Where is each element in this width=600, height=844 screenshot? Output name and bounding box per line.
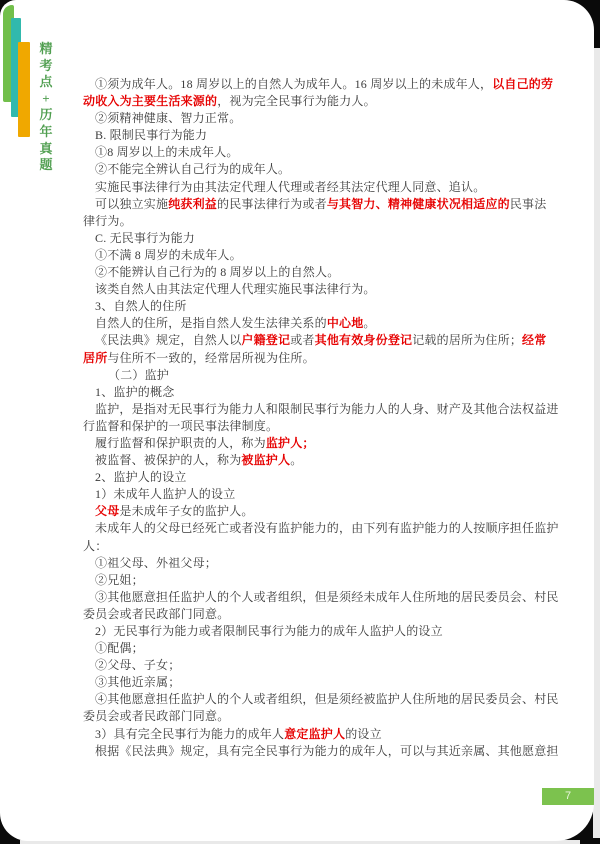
text-segment: 1）未成年人监护人的设立	[95, 487, 236, 502]
text-segment: 人：	[83, 538, 108, 553]
text-segment: 1、监护的概念	[95, 384, 175, 399]
text-segment: 根据《民法典》规定，具有完全民事行为能力的成年人，可以与其近亲属、其他愿意担	[95, 743, 559, 758]
highlight-text: 被监护人	[241, 453, 291, 468]
text-line	[83, 708, 519, 725]
text-segment: 自然人的住所，是指自然人发生法律关系的	[95, 316, 327, 331]
text-segment: 律行为。	[83, 213, 132, 228]
text-segment: 与住所不一致的，经常居所视为住所。	[107, 350, 315, 365]
text-line	[83, 435, 519, 452]
text-segment: ①须为成年人。18 周岁以上的自然人为成年人。16 周岁以上的未成年人，	[95, 77, 493, 91]
text-line	[83, 384, 519, 401]
text-line	[83, 486, 519, 503]
text-line	[83, 657, 519, 674]
text-line	[83, 503, 519, 520]
text-line	[83, 743, 559, 760]
text-segment: 履行监督和保护职责的人，称为	[95, 435, 266, 450]
text-segment: ①祖父母、外祖父母；	[95, 555, 218, 570]
text-segment: （二）监护	[108, 367, 170, 382]
text-line	[83, 452, 519, 469]
text-segment: 民事法	[509, 196, 547, 211]
sidebar-char: 考	[39, 57, 53, 73]
highlight-text: 与其智力、精神健康状况相适应的	[326, 196, 510, 211]
text-segment: ②须精神健康、智力正常。	[95, 111, 242, 126]
text-line	[83, 555, 519, 572]
text-segment: 委员会或者民政部门同意。	[83, 709, 230, 724]
deco-bar-gold	[18, 42, 30, 137]
text-segment: ②不能完全辨认自己行为的成年人。	[95, 162, 291, 177]
text-segment: 行监督和保护的一项民事法律制度。	[83, 418, 279, 433]
text-line	[83, 315, 519, 332]
text-line	[83, 76, 554, 93]
text-segment: ③其他近亲属；	[95, 675, 181, 690]
text-segment: ，视为完全民事行为能力人。	[217, 94, 376, 109]
highlight-text: 意定监护人	[284, 726, 346, 741]
sidebar-char: 点	[39, 74, 53, 90]
text-segment: 未成年人的父母已经死亡或者没有监护能力的，由下列有监护能力的人按顺序担任监护	[95, 521, 559, 536]
sidebar-char: 精	[39, 41, 53, 56]
text-line	[83, 520, 559, 537]
text-segment: ②不能辨认自己行为的 8 周岁以上的自然人。	[95, 265, 340, 280]
text-segment: B. 限制民事行为能力	[95, 128, 208, 143]
sidebar-char: +	[42, 90, 50, 106]
text-line	[83, 247, 519, 264]
text-segment: ①配偶；	[95, 641, 144, 656]
text-segment: ③其他愿意担任监护人的个人或者组织，但是须经未成年人住所地的居民委员会、村民	[95, 589, 559, 604]
highlight-text: 中心地	[326, 316, 364, 331]
text-segment: 。	[363, 316, 376, 331]
text-segment: ①不满 8 周岁的未成年人。	[95, 247, 242, 262]
text-line	[83, 538, 519, 555]
text-line	[83, 572, 519, 589]
text-segment: 。	[290, 453, 303, 468]
text-line	[83, 298, 519, 315]
highlight-text: 动收入为主要生活来源的	[83, 94, 218, 109]
text-line	[83, 674, 519, 691]
text-segment: ②兄姐；	[95, 572, 144, 587]
highlight-text: 其他有效身份登记	[314, 333, 413, 348]
text-line	[83, 367, 519, 384]
sidebar-char: 真	[39, 140, 53, 156]
text-line	[83, 144, 519, 161]
text-segment: 的民事法律行为或者	[217, 196, 327, 211]
text-line	[83, 726, 519, 743]
sidebar-char: 历	[39, 107, 53, 123]
page-number: 7	[564, 790, 572, 802]
text-line	[83, 418, 519, 435]
text-line	[83, 127, 519, 144]
text-segment: 可以独立实施	[95, 196, 169, 211]
text-line	[83, 589, 559, 606]
text-line	[83, 179, 519, 196]
text-line	[83, 469, 519, 486]
text-line	[83, 606, 519, 623]
page-number-badge	[542, 788, 594, 805]
content-lines	[83, 76, 559, 760]
text-line	[83, 623, 519, 640]
text-line	[83, 332, 547, 349]
text-segment: 2、监护人的设立	[95, 470, 187, 485]
text-segment: 该类自然人由其法定代理人代理实施民事法律行为。	[95, 282, 376, 297]
text-segment: 监护，是指对无民事行为能力人和限制民事行为能力人的人身、财产及其他合法权益进	[95, 401, 559, 416]
text-segment: C. 无民事行为能力	[95, 230, 196, 245]
highlight-text: 纯获利益	[168, 196, 218, 211]
text-line	[83, 691, 559, 708]
text-segment: 3、自然人的住所	[95, 299, 187, 314]
text-segment: 《民法典》规定，自然人以	[95, 333, 242, 348]
highlight-text: 居所	[83, 350, 108, 365]
sidebar-char: 年	[39, 123, 53, 139]
text-line	[83, 281, 519, 298]
sidebar-label	[36, 41, 56, 174]
text-line	[83, 93, 519, 110]
highlight-text: 户籍登记	[241, 333, 291, 348]
text-segment: 记载的居所为住所；	[412, 333, 523, 348]
text-line	[83, 161, 519, 178]
text-segment: 委员会或者民政部门同意。	[83, 606, 230, 621]
highlight-text: 经常	[522, 333, 547, 348]
text-segment: ②父母、子女；	[95, 658, 181, 673]
text-segment: 的设立	[345, 726, 382, 741]
highlight-text: 以自己的劳	[492, 77, 554, 91]
text-line	[83, 110, 519, 127]
sidebar-char: 题	[39, 157, 53, 173]
page-edge-right	[593, 48, 600, 838]
text-segment: 或者	[290, 333, 315, 348]
text-line	[83, 640, 519, 657]
text-line	[83, 264, 519, 281]
text-segment: 3）具有完全民事行为能力的成年人	[95, 726, 285, 741]
text-line	[83, 401, 559, 418]
highlight-text: 监护人；	[265, 435, 315, 450]
text-line	[83, 213, 519, 230]
text-segment: 2）无民事行为能力或者限制民事行为能力的成年人监护人的设立	[95, 624, 443, 638]
text-line	[83, 230, 519, 247]
text-line	[83, 196, 547, 213]
highlight-text: 父母	[95, 504, 120, 519]
text-line	[83, 350, 519, 367]
text-segment: 被监督、被保护的人，称为	[95, 453, 242, 468]
text-segment: 实施民事法律行为由其法定代理人代理或者经其法定代理人同意、追认。	[95, 179, 486, 194]
text-segment: 是未成年子女的监护人。	[119, 504, 254, 519]
text-segment: ①8 周岁以上的未成年人。	[95, 145, 239, 160]
text-segment: ④其他愿意担任监护人的个人或者组织，但是须经被监护人住所地的居民委员会、村民	[95, 692, 559, 707]
